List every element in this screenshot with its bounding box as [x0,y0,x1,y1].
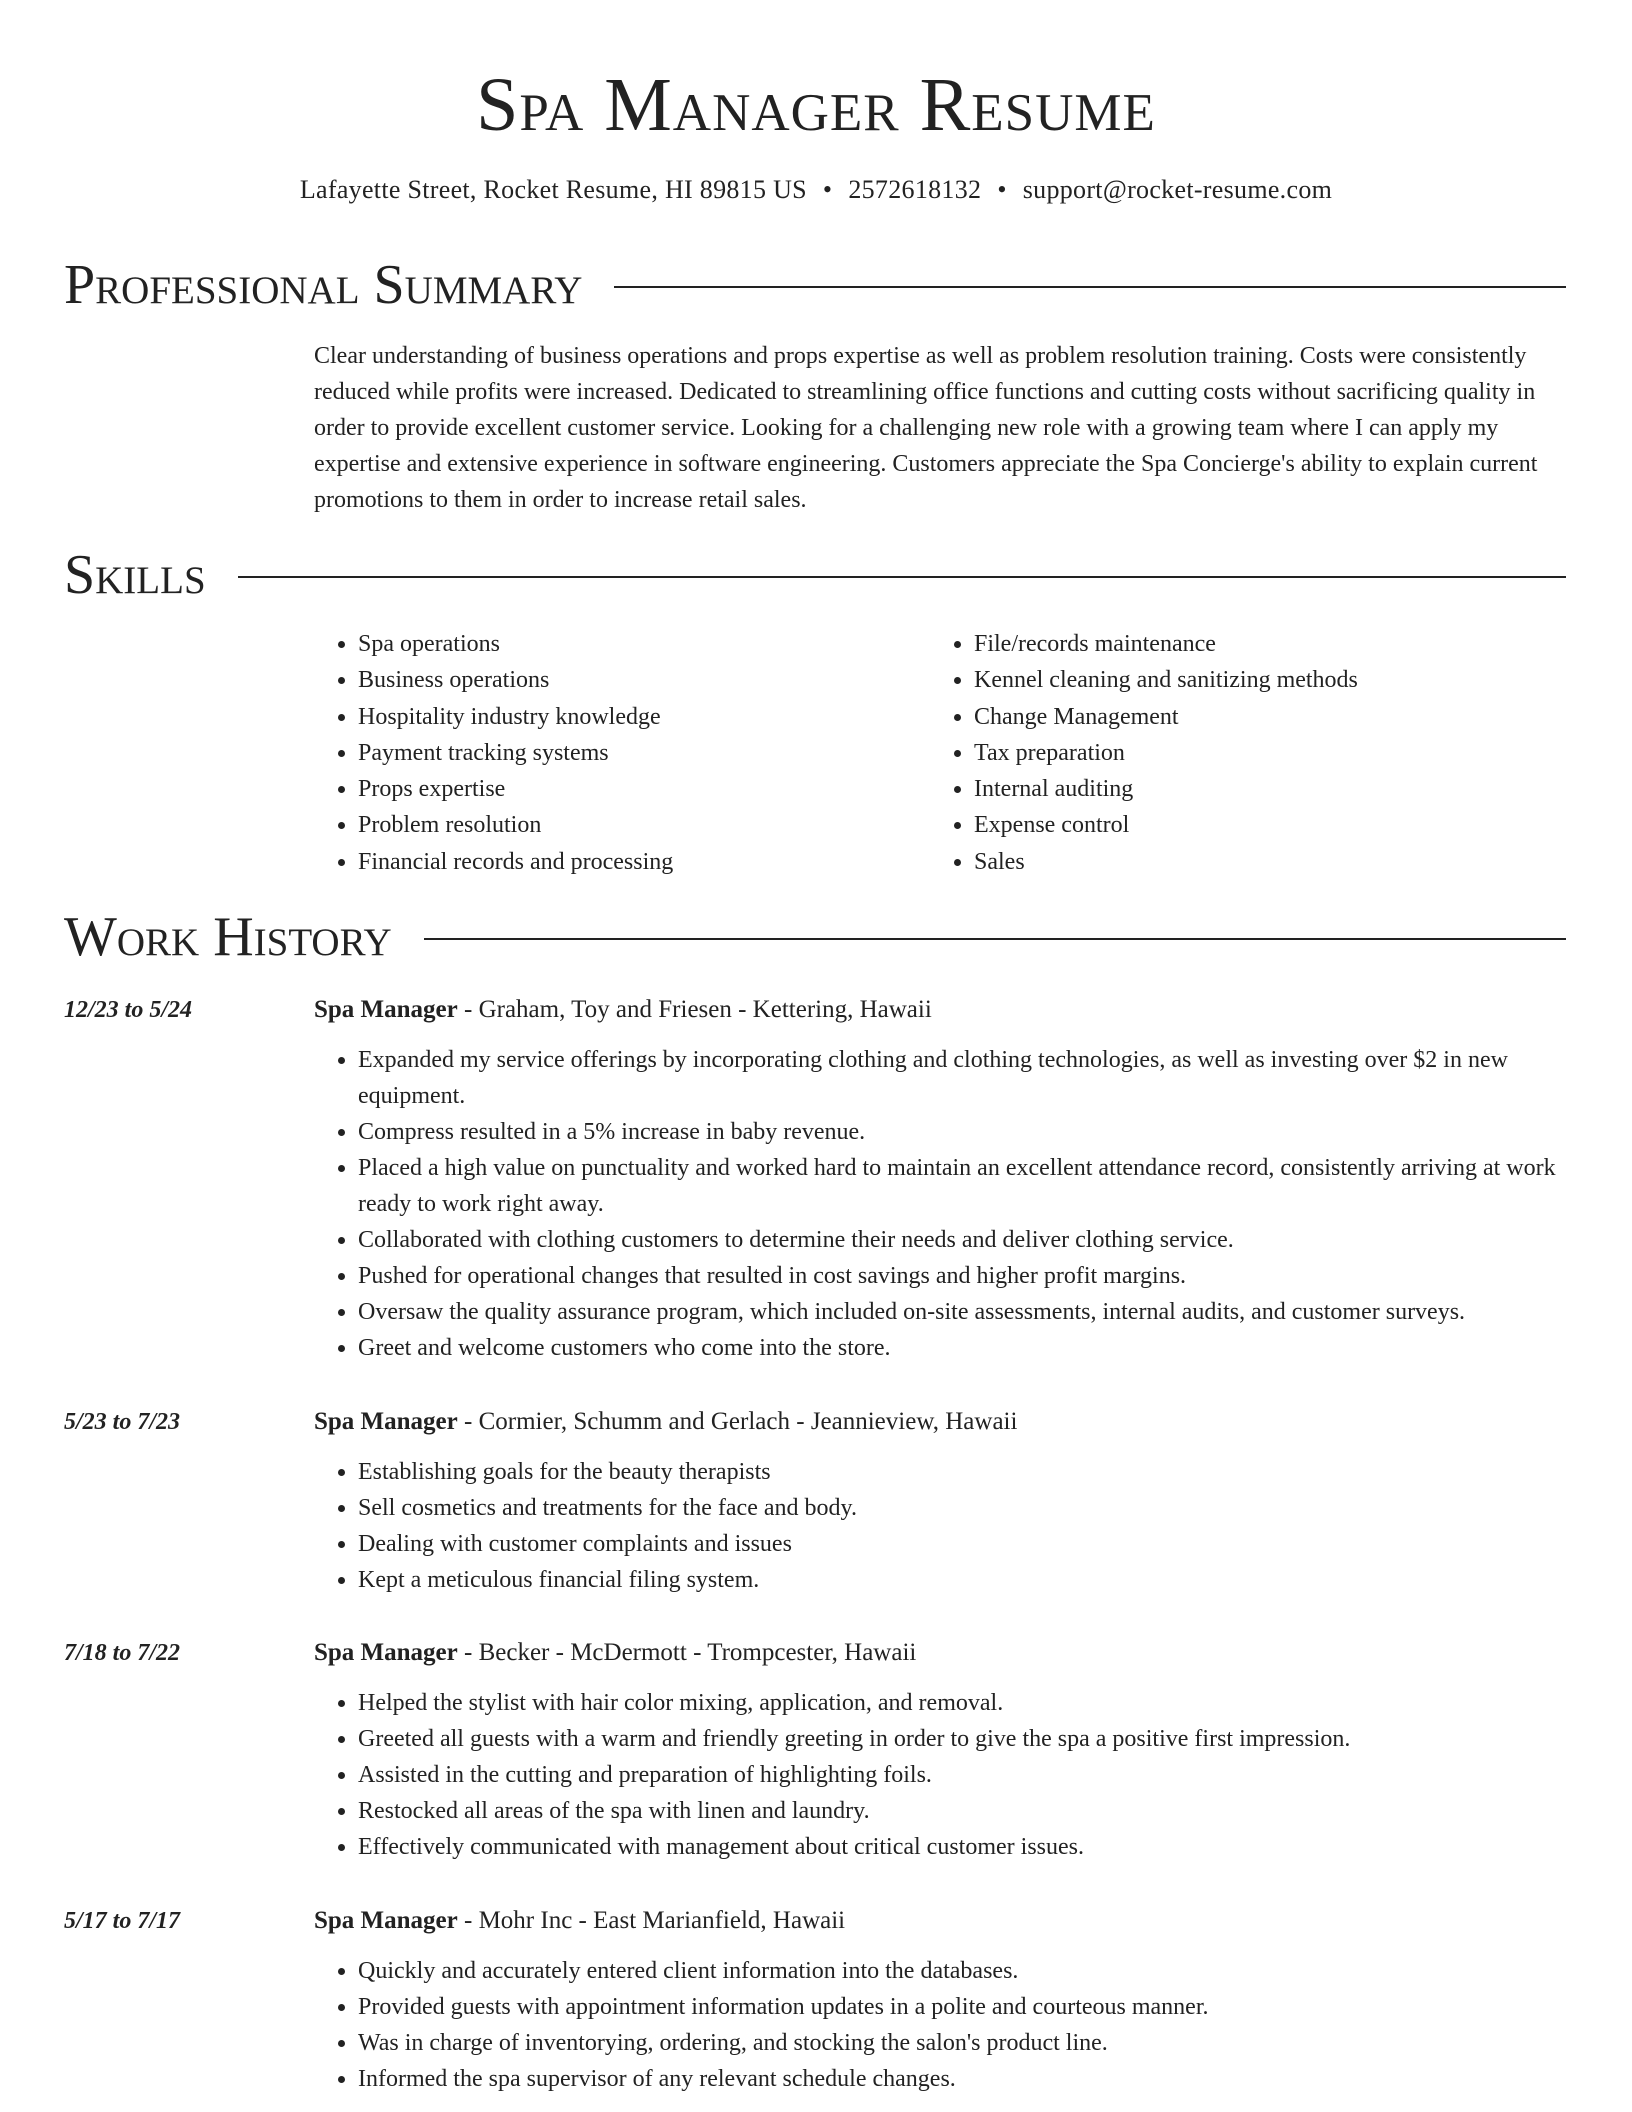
work-bullet: • Assisted in the cutting and preparation of highlighting foils. [358,1757,1566,1793]
work-bullet: • Effectively communicated with management about critical customer issues. [358,1829,1566,1865]
skill-item: • Expense control [974,807,1546,843]
work-bullet: • Provided guests with appointment information updates in a polite and courteous manner. [358,1989,1566,2025]
section-title-summary: Professional Summary [64,254,583,316]
work-bullet: • Greeted all guests with a warm and friendly greeting in order to give the spa a positive first impression. [358,1721,1566,1757]
work-bullet: • Pushed for operational changes that resulted in cost savings and higher profit margins. [358,1258,1566,1294]
job-title: Spa Manager [314,996,458,1023]
skills-list [314,626,1566,880]
contact-phone: 2572618132 [848,175,982,204]
work-entry-heading [314,1635,916,1671]
skill-item: • Kennel cleaning and sanitizing methods [974,662,1546,698]
skill-item: • Spa operations [358,626,930,662]
job-title: Spa Manager [314,1408,458,1435]
skill-item: • Hospitality industry knowledge [358,699,930,735]
section-title-work-history: Work History [64,906,392,968]
professional-summary-text: Clear understanding of business operations and props expertise as well as problem resolution training. Costs were consistently reduced while profits were increased. Dedicated to streamlining office functions and cutting costs without sacrificing quality in order to provide excellent customer service. Looking for a challenging new role with a growing team where I can apply my expertise and extensive experience in software engineering. Customers appreciate the Spa Concierge's ability to explain current promotions to them in order to increase retail sales. [314,343,1538,513]
skill-item: • Sales [974,844,1546,880]
contact-separator: • [997,175,1007,204]
work-bullet: • Kept a meticulous financial filing system. [358,1562,1566,1598]
skill-item: • Payment tracking systems [358,735,930,771]
employer-location: - Becker - McDermott - Trompcester, Hawaii [457,1639,917,1666]
work-entry-dates: 7/18 to 7/22 [64,1640,181,1666]
work-bullet: • Was in charge of inventorying, ordering, and stocking the salon's product line. [358,2025,1566,2061]
employer-location: - Graham, Toy and Friesen - Kettering, Hawaii [457,996,932,1023]
skill-item: • Props expertise [358,771,930,807]
work-bullet: • Sell cosmetics and treatments for the face and body. [358,1490,1566,1526]
section-title-skills: Skills [64,544,206,606]
skill-item: • Business operations [358,662,930,698]
work-bullet: • Oversaw the quality assurance program, which included on-site assessments, internal audits, and customer surveys. [358,1294,1566,1330]
contact-separator: • [822,175,833,204]
job-title: Spa Manager [314,1639,458,1666]
skill-item: • Internal auditing [974,771,1546,807]
work-entry-heading [314,1903,845,1939]
work-bullet: • Expanded my service offerings by incorporating clothing and clothing technologies, as well as investing over $2 in new equipment. [358,1042,1566,1114]
skill-item: • Problem resolution [358,807,930,843]
section-header-summary [64,253,1566,317]
work-entry-heading [314,992,932,1028]
section-rule [424,938,1566,940]
work-bullet: • Restocked all areas of the spa with linen and laundry. [358,1793,1566,1829]
section-header-work-history [64,905,1566,969]
contact-line [0,172,1632,208]
skill-item: • Financial records and processing [358,844,930,880]
work-bullet: • Informed the spa supervisor of any relevant schedule changes. [358,2061,1566,2097]
section-rule [614,286,1566,288]
contact-email: support@rocket-resume.com [1022,175,1333,204]
skill-item: • File/records maintenance [974,626,1546,662]
work-entry-bullets [314,1685,1566,1865]
job-title: Spa Manager [314,1907,458,1934]
work-entry-bullets [314,1953,1566,2097]
work-bullet: • Dealing with customer complaints and issues [358,1526,1566,1562]
contact-address: Lafayette Street, Rocket Resume, HI 89815 US [299,175,807,204]
work-entry-bullets [314,1454,1566,1598]
resume-title: Spa Manager Resume [476,63,1156,147]
section-header-skills [64,543,1566,607]
work-entry-bullets [314,1042,1566,1366]
work-bullet: • Greet and welcome customers who come into the store. [358,1330,1566,1366]
work-bullet: • Compress resulted in a 5% increase in baby revenue. [358,1114,1566,1150]
work-bullet: • Establishing goals for the beauty therapists [358,1454,1566,1490]
work-entry-dates: 5/23 to 7/23 [64,1409,181,1435]
section-rule [238,576,1566,578]
work-bullet: • Quickly and accurately entered client information into the databases. [358,1953,1566,1989]
skill-item: • Change Management [974,699,1546,735]
work-entry-dates: 12/23 to 5/24 [64,997,193,1023]
work-bullet: • Helped the stylist with hair color mixing, application, and removal. [358,1685,1566,1721]
work-entry-heading [314,1404,1017,1440]
skills-column-right [930,626,1546,880]
employer-location: - Cormier, Schumm and Gerlach - Jeannieview, Hawaii [457,1408,1018,1435]
skill-item: • Tax preparation [974,735,1546,771]
work-entry-dates: 5/17 to 7/17 [64,1908,181,1934]
employer-location: - Mohr Inc - East Marianfield, Hawaii [457,1907,846,1934]
work-bullet: • Collaborated with clothing customers to determine their needs and deliver clothing service. [358,1222,1566,1258]
skills-column-left [314,626,930,880]
work-bullet: • Placed a high value on punctuality and worked hard to maintain an excellent attendance record, consistently arriving at work ready to work right away. [358,1150,1566,1222]
